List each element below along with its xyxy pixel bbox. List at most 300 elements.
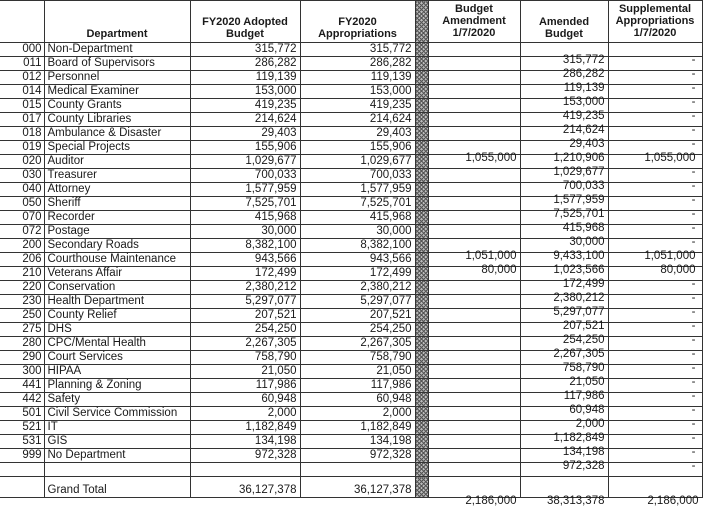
blank-cell	[190, 463, 300, 477]
dept-name-value: Attorney	[47, 183, 91, 195]
dept-name	[44, 323, 190, 337]
dept-code	[0, 99, 44, 113]
supplemental	[608, 337, 702, 360]
dept-code-value: 015	[22, 99, 42, 111]
budget-amendment	[428, 449, 520, 463]
dept-code-value: 531	[22, 435, 42, 447]
adopted-budget	[190, 239, 300, 253]
appropriations	[300, 85, 415, 99]
dept-name	[44, 421, 190, 435]
hatched-divider	[415, 57, 428, 71]
hatched-divider	[415, 211, 428, 225]
amended-budget-value: 29,403	[569, 138, 605, 150]
adopted-budget	[190, 323, 300, 337]
adopted-budget	[190, 281, 300, 295]
supplemental-value: 1,055,000	[644, 152, 696, 164]
adopted-budget-value: 30,000	[261, 225, 297, 237]
adopted-budget-value: 207,521	[254, 309, 297, 321]
adopted-budget	[190, 351, 300, 365]
appropriations	[300, 267, 415, 281]
hatched-divider	[415, 1, 428, 43]
dept-name	[44, 351, 190, 365]
dept-name-value: Conservation	[47, 281, 116, 293]
dept-code	[0, 365, 44, 379]
budget-amendment	[428, 309, 520, 323]
appropriations-value: 214,624	[369, 113, 412, 125]
appropriations	[300, 435, 415, 449]
dept-name-value: Courthouse Maintenance	[47, 253, 176, 265]
hatched-divider	[415, 281, 428, 295]
hatched-divider	[415, 253, 428, 267]
dept-name	[44, 379, 190, 393]
adopted-budget	[190, 141, 300, 155]
hatched-divider	[415, 183, 428, 197]
supplemental-value: -	[691, 306, 696, 318]
adopted-budget	[190, 57, 300, 71]
appropriations	[300, 141, 415, 155]
dept-code-value: 999	[22, 449, 42, 461]
appropriations-value: 2,380,212	[360, 281, 412, 293]
appropriations-value: 700,033	[369, 169, 412, 181]
budget-amendment	[428, 57, 520, 71]
budget-amendment	[428, 281, 520, 295]
amended-budget-value: 700,033	[562, 180, 605, 192]
adopted-budget-value: 419,235	[254, 99, 297, 111]
appropriations	[300, 351, 415, 365]
hatched-divider	[415, 239, 428, 253]
dept-name	[44, 127, 190, 141]
appropriations-value: 1,577,959	[360, 183, 412, 195]
table-row	[0, 43, 702, 57]
dept-name-value: Postage	[47, 225, 90, 237]
amended-budget-value: 1,023,566	[553, 264, 605, 276]
hatched-divider	[415, 197, 428, 211]
amended-budget-value: 972,328	[562, 460, 605, 472]
dept-name-value: Auditor	[47, 155, 84, 167]
dept-code-value: 300	[22, 365, 42, 377]
budget-amendment	[428, 351, 520, 365]
adopted-budget-value: 1,577,959	[245, 183, 297, 195]
appropriations	[300, 295, 415, 309]
dept-code	[0, 85, 44, 99]
dept-name	[44, 155, 190, 169]
budget-amendment	[428, 337, 520, 351]
amended-budget-value: 2,267,305	[553, 348, 605, 360]
supplemental	[608, 113, 702, 136]
hatched-divider	[415, 435, 428, 449]
dept-name	[44, 393, 190, 407]
appropriations	[300, 57, 415, 71]
dept-name	[44, 239, 190, 253]
hatched-divider	[415, 99, 428, 113]
budget-amendment	[428, 239, 520, 262]
dept-name	[44, 43, 190, 57]
dept-code-value: 220	[22, 281, 42, 293]
hatched-divider	[415, 407, 428, 421]
appropriations-value: 2,000	[382, 407, 412, 419]
appropriations	[300, 253, 415, 267]
dept-code-value: 290	[22, 351, 42, 363]
dept-code	[0, 113, 44, 127]
adopted-budget-value: 1,029,677	[245, 155, 297, 167]
supplemental-value: -	[691, 110, 696, 122]
dept-code-value: 012	[22, 71, 42, 83]
dept-code	[0, 379, 44, 393]
dept-name	[44, 211, 190, 225]
appropriations-value: 8,382,100	[360, 239, 412, 251]
total-amendment	[428, 477, 520, 507]
dept-code	[0, 267, 44, 281]
dept-code-value: 020	[22, 155, 42, 167]
appropriations	[300, 183, 415, 197]
amended-budget-value: 7,525,701	[553, 208, 605, 220]
adopted-budget	[190, 421, 300, 435]
dept-name	[44, 435, 190, 449]
supplemental	[608, 71, 702, 94]
hatched-divider	[415, 169, 428, 183]
dept-name	[44, 337, 190, 351]
dept-code-value: 275	[22, 323, 42, 335]
dept-code	[0, 421, 44, 435]
dept-name	[44, 113, 190, 127]
supplemental	[608, 183, 702, 206]
hatched-divider	[415, 127, 428, 141]
budget-amendment	[428, 211, 520, 225]
adopted-budget-value: 7,525,701	[245, 197, 297, 209]
supplemental-value: -	[691, 446, 696, 458]
supplemental	[608, 365, 702, 388]
amended-budget-value: 21,050	[569, 376, 605, 388]
budget-amendment	[428, 113, 520, 127]
adopted-budget	[190, 337, 300, 351]
adopted-budget-value: 943,566	[254, 253, 297, 265]
dept-name-value: Civil Service Commission	[47, 407, 178, 419]
blank-cell	[0, 463, 44, 477]
hatched-divider	[415, 155, 428, 169]
appropriations-value: 7,525,701	[360, 197, 412, 209]
adopted-budget	[190, 253, 300, 267]
blank-cell	[0, 477, 44, 498]
dept-name-value: Court Services	[47, 351, 123, 363]
dept-name-value: GIS	[47, 435, 68, 447]
dept-code-value: 030	[22, 169, 42, 181]
dept-code	[0, 435, 44, 449]
amended-budget-value: 315,772	[562, 54, 605, 66]
dept-name-value: IT	[47, 421, 58, 433]
dept-name	[44, 309, 190, 323]
dept-code	[0, 169, 44, 183]
adopted-budget-value: 2,267,305	[245, 337, 297, 349]
appropriations	[300, 407, 415, 421]
appropriations	[300, 239, 415, 253]
supplemental	[608, 141, 702, 164]
dept-code-value: 200	[22, 239, 42, 251]
budget-amendment	[428, 169, 520, 183]
dept-code-value: 018	[22, 127, 42, 139]
dept-code-value: 017	[22, 113, 42, 125]
adopted-budget-value: 117,986	[255, 379, 297, 391]
supplemental	[608, 43, 702, 66]
dept-name	[44, 407, 190, 421]
hatched-divider	[415, 379, 428, 393]
amended-budget-value: 60,948	[569, 404, 605, 416]
appropriations	[300, 421, 415, 435]
dept-code	[0, 57, 44, 71]
hatched-divider	[415, 309, 428, 323]
dept-name	[44, 197, 190, 211]
supplemental-value: -	[691, 180, 696, 192]
grand-total-label-value: Grand Total	[47, 484, 107, 496]
dept-code-value: 441	[22, 379, 42, 391]
adopted-budget-value: 2,000	[267, 407, 297, 419]
amended-budget-value: 2,000	[575, 418, 605, 430]
dept-code	[0, 71, 44, 85]
amended-budget-value: 134,198	[562, 446, 605, 458]
supplemental	[608, 127, 702, 150]
budget-amendment	[428, 295, 520, 309]
blank-cell	[44, 463, 190, 477]
adopted-budget	[190, 379, 300, 393]
dept-code	[0, 141, 44, 155]
supplemental-value: -	[691, 320, 696, 332]
supplemental-header: Supplemental Appropriations 1/7/2020	[608, 1, 702, 43]
total-adopted	[190, 477, 300, 498]
adopted-budget	[190, 211, 300, 225]
supplemental-value: -	[691, 334, 696, 346]
supplemental-value: -	[691, 460, 696, 472]
dept-name-value: Veterans Affair	[47, 267, 123, 279]
dept-code-value: 019	[22, 141, 42, 153]
supplemental	[608, 225, 702, 248]
dept-name-value: Personnel	[47, 71, 100, 83]
amended-budget-value: 5,297,077	[553, 306, 605, 318]
adopted-budget-value: 700,033	[254, 169, 297, 181]
total-amendment-value: 2,186,000	[465, 495, 517, 507]
dept-name	[44, 183, 190, 197]
hatched-divider	[415, 225, 428, 239]
adopted-budget	[190, 127, 300, 141]
dept-code	[0, 211, 44, 225]
dept-code	[0, 393, 44, 407]
budget-amendment	[428, 141, 520, 164]
adopted-budget-value: 415,968	[254, 211, 297, 223]
adopted-budget-value: 315,772	[254, 43, 297, 55]
appropriations-value: 117,986	[370, 379, 412, 391]
adopted-budget-value: 254,250	[254, 323, 297, 335]
total-supplemental-value: 2,186,000	[647, 495, 699, 507]
appropriations	[300, 71, 415, 85]
budget-amendment	[428, 393, 520, 407]
amended-budget-value: 1,210,906	[553, 152, 605, 164]
hatched-divider	[415, 85, 428, 99]
supplemental	[608, 435, 702, 458]
supplemental	[608, 393, 702, 416]
supplemental	[608, 85, 702, 108]
appropriations-value: 29,403	[376, 127, 412, 139]
dept-code	[0, 281, 44, 295]
hatched-divider	[415, 267, 428, 281]
appropriations-value: 153,000	[369, 85, 412, 97]
dept-name-value: Special Projects	[47, 141, 130, 153]
dept-name-value: Safety	[47, 393, 81, 405]
appropriations-value: 1,029,677	[360, 155, 412, 167]
supplemental	[608, 239, 702, 262]
appropriations-value: 415,968	[369, 211, 412, 223]
dept-code	[0, 309, 44, 323]
dept-name	[44, 85, 190, 99]
total-amended	[520, 477, 608, 507]
appropriations-value: 758,790	[369, 351, 412, 363]
supplemental-value: -	[691, 278, 696, 290]
adopted-budget-value: 286,282	[254, 57, 297, 69]
adopted-budget-value: 5,297,077	[245, 295, 297, 307]
appropriations-value: 21,050	[376, 365, 412, 377]
budget-amendment	[428, 85, 520, 99]
supplemental	[608, 309, 702, 332]
appropriations	[300, 337, 415, 351]
adopted-budget-value: 153,000	[254, 85, 297, 97]
dept-name-value: Recorder	[47, 211, 95, 223]
dept-name-value: County Grants	[47, 99, 122, 111]
appropriations	[300, 365, 415, 379]
budget-amendment-value: 80,000	[481, 264, 517, 276]
hatched-divider	[415, 477, 428, 498]
budget-amendment	[428, 379, 520, 393]
supplemental-value: -	[691, 54, 696, 66]
dept-code-value: 070	[22, 211, 42, 223]
appropriations-value: 315,772	[369, 43, 412, 55]
dept-name-value: Non-Department	[47, 43, 133, 55]
adopted-budget	[190, 197, 300, 211]
amended-budget-value: 758,790	[562, 362, 605, 374]
dept-name	[44, 169, 190, 183]
adopted-budget-value: 60,948	[261, 393, 297, 405]
appropriations	[300, 379, 415, 393]
supplemental	[608, 407, 702, 430]
adopted-budget	[190, 85, 300, 99]
supplemental-value: -	[691, 236, 696, 248]
adopted-budget	[190, 113, 300, 127]
amended-budget-value: 286,282	[562, 68, 605, 80]
supplemental	[608, 281, 702, 304]
budget-amendment	[428, 421, 520, 435]
appropriations-value: 5,297,077	[360, 295, 412, 307]
dept-code-value: 206	[22, 253, 42, 265]
amended-budget-value: 1,182,849	[553, 432, 605, 444]
adopted-budget-value: 2,380,212	[245, 281, 297, 293]
adopted-budget	[190, 295, 300, 309]
hatched-divider	[415, 365, 428, 379]
amended-budget-value: 207,521	[562, 320, 605, 332]
dept-code-value: 250	[22, 309, 42, 321]
dept-name	[44, 71, 190, 85]
dept-name	[44, 141, 190, 155]
supplemental	[608, 211, 702, 234]
blank-cell	[608, 463, 702, 477]
amended-budget-value: 9,433,100	[553, 250, 605, 262]
adopted-budget-value: 119,139	[255, 71, 297, 83]
appropriations	[300, 323, 415, 337]
appropriations	[300, 99, 415, 113]
appropriations-value: 254,250	[369, 323, 412, 335]
adopted-budget	[190, 393, 300, 407]
dept-code-value: 011	[23, 57, 42, 69]
appropriations-value: 972,328	[369, 449, 412, 461]
amended-budget-value: 153,000	[562, 96, 605, 108]
budget-amendment	[428, 183, 520, 197]
budget-amendment	[428, 99, 520, 113]
dept-code-value: 230	[22, 295, 42, 307]
adopted-budget	[190, 407, 300, 421]
hatched-divider	[415, 113, 428, 127]
supplemental	[608, 379, 702, 402]
total-appropriations-value: 36,127,378	[353, 484, 412, 496]
hatched-divider	[415, 141, 428, 155]
dept-code	[0, 295, 44, 309]
hatched-divider	[415, 463, 428, 477]
adopted-budget	[190, 267, 300, 281]
appropriations	[300, 155, 415, 169]
amended-budget-value: 1,577,959	[553, 194, 605, 206]
budget-amendment-value: 1,055,000	[465, 152, 517, 164]
adopted-budget-value: 172,499	[254, 267, 297, 279]
dept-code	[0, 449, 44, 463]
appropriations	[300, 169, 415, 183]
supplemental	[608, 57, 702, 80]
dept-code-value: 050	[22, 197, 42, 209]
supplemental-value: -	[691, 376, 696, 388]
adopted-budget	[190, 183, 300, 197]
hatched-divider	[415, 393, 428, 407]
amended-budget-value: 30,000	[569, 236, 605, 248]
blank-cell	[428, 463, 520, 477]
supplemental	[608, 169, 702, 192]
amended-header: Amended Budget	[520, 1, 608, 43]
dept-name-value: Treasurer	[47, 169, 97, 181]
supplemental-value: -	[691, 390, 696, 402]
dept-code-value: 521	[22, 421, 42, 433]
dept-name	[44, 295, 190, 309]
supplemental-value: -	[691, 432, 696, 444]
dept-code-value: 040	[22, 183, 42, 195]
adopted-budget	[190, 309, 300, 323]
budget-amendment	[428, 435, 520, 449]
appropriations-value: 155,906	[369, 141, 412, 153]
dept-name	[44, 449, 190, 463]
total-appropriations	[300, 477, 415, 498]
appropriations	[300, 225, 415, 239]
dept-name-value: Sheriff	[47, 197, 81, 209]
amended-budget-value: 254,250	[562, 334, 605, 346]
appropriations	[300, 309, 415, 323]
amended-budget-value: 119,139	[563, 82, 605, 94]
budget-amendment	[428, 127, 520, 141]
dept-name-value: Secondary Roads	[47, 239, 139, 251]
supplemental-value: -	[691, 82, 696, 94]
dept-code	[0, 155, 44, 169]
dept-name-value: County Relief	[47, 309, 117, 321]
adopted-budget-value: 29,403	[261, 127, 297, 139]
adopted-budget	[190, 435, 300, 449]
dept-name	[44, 57, 190, 71]
total-supplemental	[608, 477, 702, 507]
supplemental-value: -	[691, 362, 696, 374]
appropriations-value: 419,235	[369, 99, 412, 111]
appropriations	[300, 281, 415, 295]
dept-code-value: 072	[22, 225, 42, 237]
hatched-divider	[415, 295, 428, 309]
appropriations-value: 30,000	[376, 225, 412, 237]
